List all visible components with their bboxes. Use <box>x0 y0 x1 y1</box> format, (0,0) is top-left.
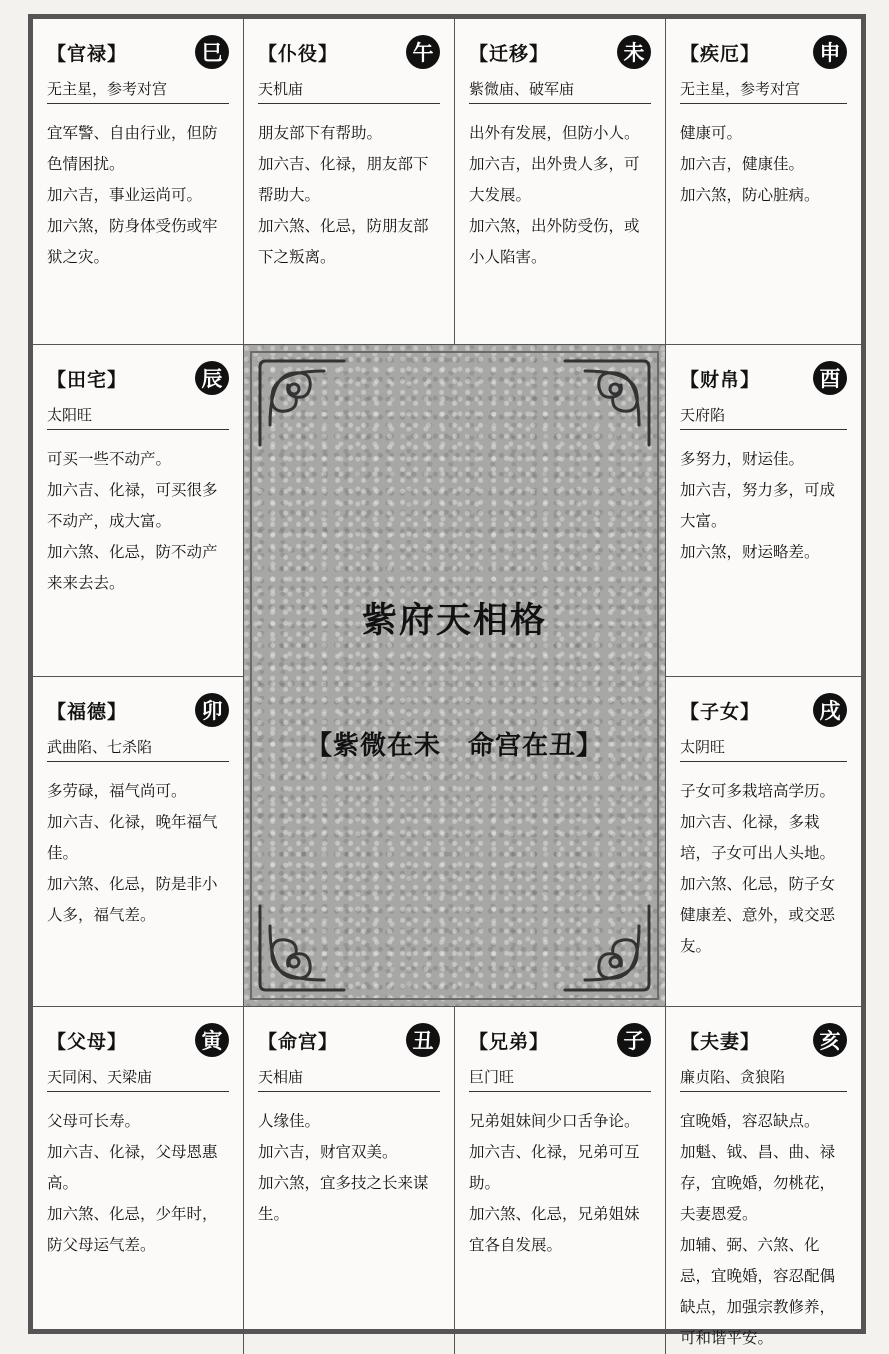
description-line: 加六吉、化禄，父母恩惠高。 <box>47 1143 218 1192</box>
description-line: 人缘佳。 <box>258 1112 321 1130</box>
description-line: 加六吉、化禄，可买很多不动产，成大富。 <box>47 481 218 530</box>
palace-description <box>680 444 847 568</box>
description-line: 加六煞，财运略差。 <box>680 543 820 561</box>
palace-description <box>47 776 229 931</box>
description-line: 加六吉，出外贵人多，可大发展。 <box>469 155 640 204</box>
palace-xiongdi <box>455 1007 666 1354</box>
palace-name: 【仆役】 <box>258 43 339 65</box>
branch-badge: 辰 <box>195 361 229 395</box>
palace-description <box>680 118 847 211</box>
palace-guanlu <box>33 19 244 345</box>
palace-description <box>47 1106 229 1261</box>
palace-fuqi <box>666 1007 861 1354</box>
description-line: 加六煞、化忌，兄弟姐妹宜各自发展。 <box>469 1205 640 1254</box>
description-line: 可买一些不动产。 <box>47 450 172 468</box>
description-line: 加六煞，出外防受伤，或小人陷害。 <box>469 217 640 266</box>
description-line: 宜晚婚，容忍缺点。 <box>680 1112 820 1130</box>
chart-board <box>28 14 866 1347</box>
branch-badge: 未 <box>617 35 651 69</box>
description-line: 多劳碌，福气尚可。 <box>47 782 187 800</box>
corner-ornament-icon <box>254 900 350 996</box>
corner-ornament-icon <box>559 355 655 451</box>
palace-description <box>469 118 651 273</box>
palace-description <box>47 118 229 273</box>
palace-stars: 天机庙 <box>258 77 440 104</box>
palace-description <box>47 444 229 599</box>
branch-badge: 亥 <box>813 1023 847 1057</box>
branch-badge: 卯 <box>195 693 229 727</box>
description-line: 健康可。 <box>680 124 743 142</box>
description-line: 兄弟姐妹间少口舌争论。 <box>469 1112 640 1130</box>
branch-badge: 寅 <box>195 1023 229 1057</box>
description-line: 加六吉，努力多，可成大富。 <box>680 481 836 530</box>
description-line: 宜军警、自由行业，但防色情困扰。 <box>47 124 218 173</box>
description-line: 出外有发展，但防小人。 <box>469 124 640 142</box>
description-line: 加六吉，健康佳。 <box>680 155 805 173</box>
description-line: 加六吉、化禄，晚年福气佳。 <box>47 813 218 862</box>
palace-name: 【子女】 <box>680 701 761 723</box>
palace-qianyi <box>455 19 666 345</box>
palace-stars: 天府陷 <box>680 403 847 430</box>
palace-caibo <box>666 345 861 677</box>
chart-subtitle: 【紫微在未 命宫在丑】 <box>305 731 603 761</box>
description-line: 加六煞，防身体受伤或牢狱之灾。 <box>47 217 218 266</box>
palace-zinv <box>666 677 861 1007</box>
palace-jie <box>666 19 861 345</box>
description-line: 加六煞，宜多技之长来谋生。 <box>258 1174 429 1223</box>
description-line: 加六吉、化禄，朋友部下帮助大。 <box>258 155 429 204</box>
palace-name: 【财帛】 <box>680 369 761 391</box>
palace-stars: 天相庙 <box>258 1065 440 1092</box>
description-line: 加辅、弼、六煞、化忌，宜晚婚，容忍配偶缺点，加强宗教修养，可和谐平安。 <box>680 1236 836 1347</box>
palace-description <box>469 1106 651 1261</box>
palace-stars: 太阴旺 <box>680 735 847 762</box>
palace-stars: 廉贞陷、贪狼陷 <box>680 1065 847 1092</box>
branch-badge: 酉 <box>813 361 847 395</box>
description-line: 加六吉，事业运尚可。 <box>47 186 203 204</box>
branch-badge: 申 <box>813 35 847 69</box>
palace-fude <box>33 677 244 1007</box>
branch-badge: 子 <box>617 1023 651 1057</box>
palace-grid <box>33 19 861 1347</box>
description-line: 加魁、钺、昌、曲、禄存，宜晚婚，勿桃花，夫妻恩爱。 <box>680 1143 836 1223</box>
palace-name: 【疾厄】 <box>680 43 761 65</box>
description-line: 加六煞、化忌，防不动产来来去去。 <box>47 543 218 592</box>
description-line: 加六吉、化禄，兄弟可互助。 <box>469 1143 640 1192</box>
palace-name: 【兄弟】 <box>469 1031 550 1053</box>
palace-name: 【官禄】 <box>47 43 128 65</box>
corner-ornament-icon <box>559 900 655 996</box>
palace-stars: 无主星，参考对宫 <box>47 77 229 104</box>
description-line: 加六煞，防心脏病。 <box>680 186 820 204</box>
palace-name: 【父母】 <box>47 1031 128 1053</box>
palace-stars: 紫微庙、破军庙 <box>469 77 651 104</box>
center-panel <box>244 345 666 1007</box>
corner-ornament-icon <box>254 355 350 451</box>
description-line: 加六煞、化忌，防朋友部下之叛离。 <box>258 217 429 266</box>
branch-badge: 丑 <box>406 1023 440 1057</box>
branch-badge: 戌 <box>813 693 847 727</box>
palace-description <box>680 1106 847 1354</box>
palace-name: 【田宅】 <box>47 369 128 391</box>
chart-title: 紫府天相格 <box>361 600 547 641</box>
palace-description <box>680 776 847 962</box>
palace-name: 【福德】 <box>47 701 128 723</box>
palace-name: 【命宫】 <box>258 1031 339 1053</box>
palace-name: 【夫妻】 <box>680 1031 761 1053</box>
palace-tianzhai <box>33 345 244 677</box>
palace-stars: 太阳旺 <box>47 403 229 430</box>
description-line: 加六煞、化忌，防是非小人多，福气差。 <box>47 875 218 924</box>
description-line: 加六煞、化忌，防子女健康差、意外，或交恶友。 <box>680 875 836 955</box>
palace-stars: 天同闲、天梁庙 <box>47 1065 229 1092</box>
description-line: 父母可长寿。 <box>47 1112 141 1130</box>
description-line: 加六吉、化禄，多栽培，子女可出人头地。 <box>680 813 836 862</box>
description-line: 子女可多栽培高学历。 <box>680 782 836 800</box>
palace-description <box>258 1106 440 1230</box>
branch-badge: 午 <box>406 35 440 69</box>
palace-name: 【迁移】 <box>469 43 550 65</box>
palace-stars: 武曲陷、七杀陷 <box>47 735 229 762</box>
palace-description <box>258 118 440 273</box>
palace-puyi <box>244 19 455 345</box>
description-line: 加六煞、化忌，少年时，防父母运气差。 <box>47 1205 218 1254</box>
description-line: 多努力，财运佳。 <box>680 450 805 468</box>
palace-fumu <box>33 1007 244 1354</box>
description-line: 朋友部下有帮助。 <box>258 124 383 142</box>
branch-badge: 巳 <box>195 35 229 69</box>
palace-minggong <box>244 1007 455 1354</box>
palace-stars: 巨门旺 <box>469 1065 651 1092</box>
palace-stars: 无主星，参考对宫 <box>680 77 847 104</box>
description-line: 加六吉，财官双美。 <box>258 1143 398 1161</box>
